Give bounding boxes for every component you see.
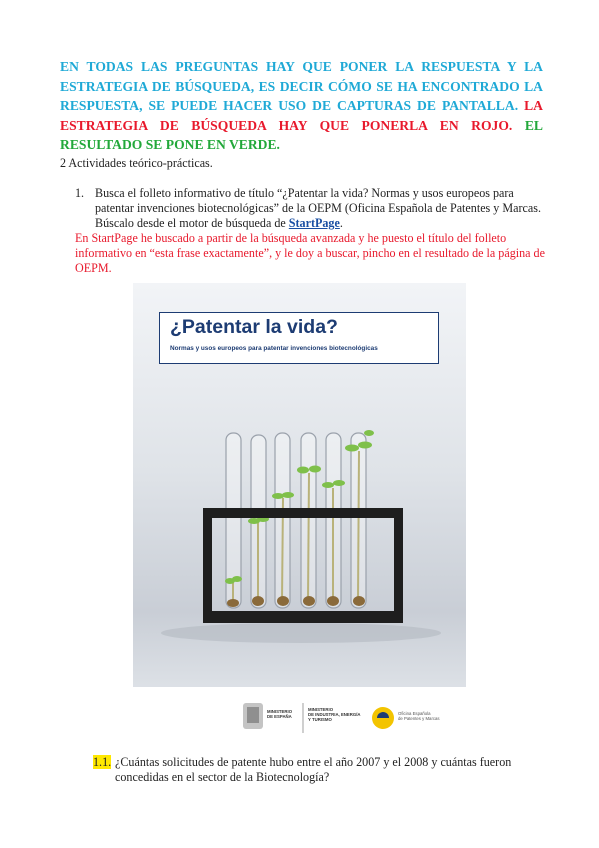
startpage-link[interactable]: StartPage bbox=[288, 216, 340, 231]
section-title: 2 Actividades teórico-prácticas. bbox=[60, 156, 213, 170]
item-1-body: Busca el folleto informativo de título “¿Patentar la vida? Normas y usos europeos para patentar invenciones biotecnológicas” de la OEPM (Oficina Española de Patentes y Marcas. Búscalo desde el motor de búsqueda de bbox=[95, 186, 541, 231]
test-tube-rack-illustration bbox=[133, 283, 466, 687]
question-number: 1.1. bbox=[93, 755, 112, 769]
spain-coat-of-arms-icon bbox=[243, 703, 263, 729]
item-1-number: 1. bbox=[75, 186, 85, 200]
logo-oepm-2: de Patentes y Marcas bbox=[398, 716, 440, 721]
cover-footer-logos bbox=[133, 687, 466, 753]
instructions-header bbox=[60, 57, 543, 155]
cover-subtitle: Normas y usos europeos para patentar invenciones biotecnológicas bbox=[170, 345, 378, 352]
logo-ministerio-2: DE ESPAÑA bbox=[267, 714, 292, 719]
oepm-logo-icon bbox=[372, 707, 394, 729]
instructions-cyan: EN TODAS LAS PREGUNTAS HAY QUE PONER LA RESPUESTA Y LA ESTRATEGIA DE BÚSQUEDA, ES DECIR CÓMO SE HA ENCONTRADO LA RESPUESTA, SE PUEDE HACER USO DE CAPTURAS DE PANTALLA. bbox=[60, 59, 543, 113]
instructions-red: LA ESTRATEGIA DE BÚSQUEDA HAY QUE PONERLA EN ROJO. bbox=[60, 98, 543, 133]
logo-oepm-1: Oficina Española bbox=[398, 711, 431, 716]
item-1-text bbox=[95, 186, 545, 232]
item-1-end: . bbox=[339, 216, 343, 231]
logo-industria-1: MINISTERIO bbox=[308, 707, 334, 712]
question-text: ¿Cuántas solicitudes de patente hubo entre el año 2007 y el 2008 y cuántas fueron concedidas en el sector de la Biotecnología? bbox=[115, 755, 512, 785]
search-strategy-text: En StartPage he buscado a partir de la búsqueda avanzada y he puesto el título del folleto informativo en “esta frase exactamente”, y le doy a buscar, pincho en el resultado de la página de OEPM. bbox=[75, 231, 545, 276]
logo-ministerio-1: MINISTERIO bbox=[267, 709, 293, 714]
logo-industria-3: Y TURISMO bbox=[308, 717, 332, 722]
logo-industria-2: DE INDUSTRIA, ENERGÍA bbox=[308, 712, 361, 717]
cover-title: ¿Patentar la vida? bbox=[170, 316, 338, 338]
instructions-green: EL RESULTADO SE PONE EN VERDE. bbox=[60, 117, 543, 152]
brochure-cover-image bbox=[133, 283, 466, 753]
